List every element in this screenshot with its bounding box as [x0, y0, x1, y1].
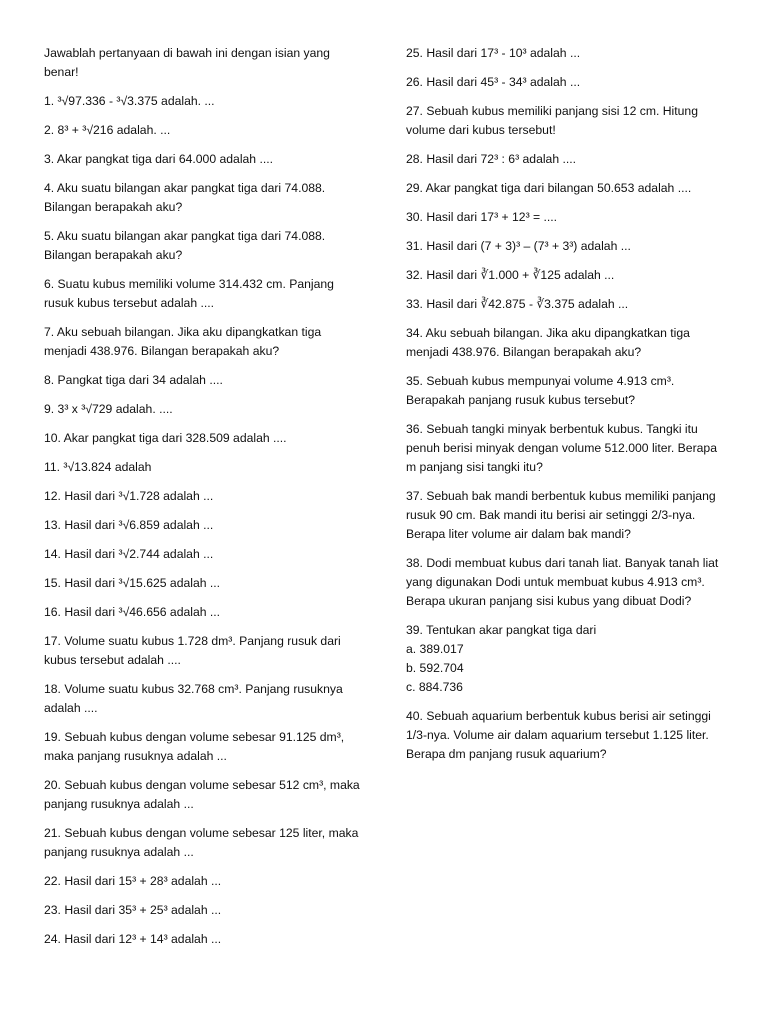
question-13: 13. Hasil dari ³√6.859 adalah ... — [44, 518, 214, 532]
question-31: 31. Hasil dari (7 + 3)³ – (7³ + 3³) adalah ... — [406, 239, 631, 253]
question-30: 30. Hasil dari 17³ + 12³ = .... — [406, 210, 558, 224]
question-35: 35. Sebuah kubus mempunyai volume 4.913 cm³. Berapakah panjang rusuk kubus tersebut? — [406, 374, 675, 407]
question-16: 16. Hasil dari ³√46.656 adalah ... — [44, 605, 221, 619]
question-14: 14. Hasil dari ³√2.744 adalah ... — [44, 547, 214, 561]
question-24: 24. Hasil dari 12³ + 14³ adalah ... — [44, 932, 222, 946]
question-11: 11. ³√13.824 adalah — [44, 460, 152, 474]
question-22: 22. Hasil dari 15³ + 28³ adalah ... — [44, 874, 222, 888]
question-32: 32. Hasil dari ∛1.000 + ∛125 adalah ... — [406, 268, 615, 282]
question-17: 17. Volume suatu kubus 1.728 dm³. Panjang rusuk dari kubus tersebut adalah .... — [44, 634, 341, 667]
question-12: 12. Hasil dari ³√1.728 adalah ... — [44, 489, 214, 503]
question-6: 6. Suatu kubus memiliki volume 314.432 cm. Panjang rusuk kubus tersebut adalah .... — [44, 277, 334, 310]
question-40: 40. Sebuah aquarium berbentuk kubus berisi air setinggi 1/3-nya. Volume air dalam aquarium tersebut 1.125 liter. Berapa dm panjang rusuk aquarium? — [406, 709, 711, 761]
question-21: 21. Sebuah kubus dengan volume sebesar 125 liter, maka panjang rusuknya adalah ... — [44, 826, 359, 859]
question-15: 15. Hasil dari ³√15.625 adalah ... — [44, 576, 221, 590]
question-38: 38. Dodi membuat kubus dari tanah liat. Banyak tanah liat yang digunakan Dodi untuk membuat kubus 4.913 cm³. Berapa ukuran panjang sisi kubus yang dibuat Dodi? — [406, 556, 719, 608]
question-7: 7. Aku sebuah bilangan. Jika aku dipangkatkan tiga menjadi 438.976. Bilangan berapakah aku? — [44, 325, 322, 358]
question-19: 19. Sebuah kubus dengan volume sebesar 91.125 dm³, maka panjang rusuknya adalah ... — [44, 730, 345, 763]
question-10: 10. Akar pangkat tiga dari 328.509 adalah .... — [44, 431, 287, 445]
question-20: 20. Sebuah kubus dengan volume sebesar 512 cm³, maka panjang rusuknya adalah ... — [44, 778, 360, 811]
question-3: 3. Akar pangkat tiga dari 64.000 adalah .... — [44, 152, 274, 166]
question-27: 27. Sebuah kubus memiliki panjang sisi 12 cm. Hitung volume dari kubus tersebut! — [406, 104, 698, 137]
question-34: 34. Aku sebuah bilangan. Jika aku dipangkatkan tiga menjadi 438.976. Bilangan berapakah aku? — [406, 326, 690, 359]
right-column — [406, 44, 726, 774]
question-26: 26. Hasil dari 45³ - 34³ adalah ... — [406, 75, 581, 89]
question-39: 39. Tentukan akar pangkat tiga dari a. 389.017 b. 592.704 c. 884.736 — [406, 621, 726, 697]
question-37: 37. Sebuah bak mandi berbentuk kubus memiliki panjang rusuk 90 cm. Bak mandi itu berisi air setinggi 2/3-nya. Berapa liter volume air dalam bak mandi? — [406, 489, 716, 541]
question-4: 4. Aku suatu bilangan akar pangkat tiga dari 74.088. Bilangan berapakah aku? — [44, 181, 326, 214]
option-c: c. 884.736 — [406, 680, 463, 694]
question-1: 1. ³√97.336 - ³√3.375 adalah. ... — [44, 94, 215, 108]
question-28: 28. Hasil dari 72³ : 6³ adalah .... — [406, 152, 577, 166]
question-2: 2. 8³ + ³√216 adalah. ... — [44, 123, 171, 137]
question-8: 8. Pangkat tiga dari 34 adalah .... — [44, 373, 223, 387]
instructions: Jawablah pertanyaan di bawah ini dengan isian yang benar! — [44, 46, 330, 79]
option-b: b. 592.704 — [406, 661, 464, 675]
question-39-options — [406, 640, 726, 697]
question-33: 33. Hasil dari ∛42.875 - ∛3.375 adalah ... — [406, 297, 629, 311]
option-a: a. 389.017 — [406, 642, 464, 656]
left-column — [44, 44, 364, 959]
question-29: 29. Akar pangkat tiga dari bilangan 50.653 adalah .... — [406, 181, 692, 195]
question-5: 5. Aku suatu bilangan akar pangkat tiga dari 74.088. Bilangan berapakah aku? — [44, 229, 326, 262]
question-23: 23. Hasil dari 35³ + 25³ adalah ... — [44, 903, 222, 917]
question-18: 18. Volume suatu kubus 32.768 cm³. Panjang rusuknya adalah .... — [44, 682, 343, 715]
question-25: 25. Hasil dari 17³ - 10³ adalah ... — [406, 46, 581, 60]
question-36: 36. Sebuah tangki minyak berbentuk kubus. Tangki itu penuh berisi minyak dengan volume 512.000 liter. Berapa m panjang sisi tangki itu? — [406, 422, 717, 474]
question-9: 9. 3³ x ³√729 adalah. .... — [44, 402, 173, 416]
